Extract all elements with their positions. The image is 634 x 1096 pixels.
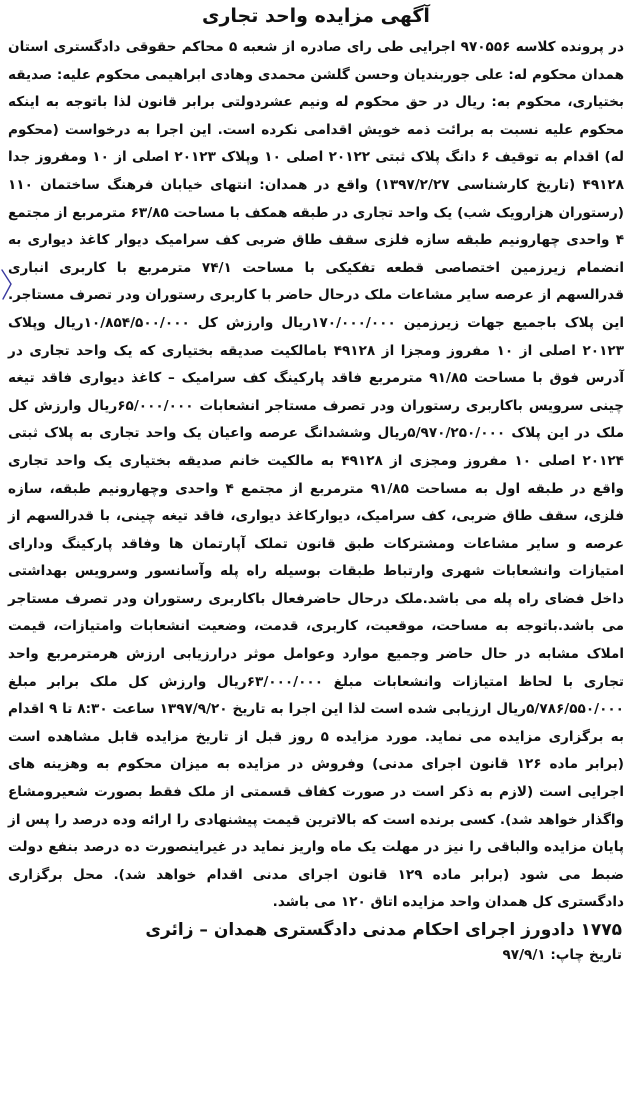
notice-title: آگهی مزایده واحد تجاری <box>202 5 430 27</box>
notice-signature: ۱۷۷۵ دادورز اجرای احکام مدنی دادگستری همدان – زائری <box>145 920 622 940</box>
notice-body: در پرونده کلاسه ۹۷۰۵۵۶ اجرایی طی رای صادره از شعبه ۵ محاکم حقوقی دادگستری استان همدان محکوم له: علی جوربندیان وحسن گلشن محمدی وهادی ابراهیمی محکوم علیه: صدیقه بختیاری، محکوم به: ریال در حق محکوم له ونیم عشردولتی برابر قانون لذا باتوجه به اینکه محکوم علیه نسبت به برائت ذمه خویش اقدامی نکرده است. این اجرا به درخواست (محکوم له) اقدام به توقیف ۶ دانگ پلاک ثبتی ۲۰۱۲۲ اصلی ۱۰ وپلاک ۲۰۱۲۳ اصلی از ۱۰ ومفروز جدا ۴۹۱۲۸ (تاریخ کارشناسی ۱۳۹۷/۲/۲۷) واقع در همدان: انتهای خیابان فرهنگ ساختمان ۱۱۰ (رستوران هزارویک شب) یک واحد تجاری در طبقه همکف با مساحت ۶۳/۸۵ مترمربع از مجتمع ۴ واحدی چهارونیم طبقه سازه فلزی سقف طاق ضربی کف سرامیک دیوار کاغذ دیواری به انضمام زیرزمین اختصاصی قطعه تفکیکی با مساحت ۷۴/۱ مترمربع با کاربری انباری قدرالسهم از عرصه سایر مشاعات ملک درحال حاضر با کاربری رستوران ودر تصرف مستاجر. این پلاک باجمیع جهات زیرزمین ۱۷۰/۰۰۰/۰۰۰ریال وارزش کل ۱۰/۸۵۴/۵۰۰/۰۰۰ریال وپلاک ۲۰۱۲۳ اصلی از ۱۰ مفروز ومجزا از ۴۹۱۲۸ بامالکیت صدیقه بختیاری که یک واحد تجاری در آدرس فوق با مساحت ۹۱/۸۵ مترمربع فاقد پارکینگ کف سرامیک – کاغذ دیواری فاقد تیغه چینی سرویس باکاربری رستوران ودر تصرف مستاجر انشعابات ۶۵/۰۰۰/۰۰۰ریال وارزش کل ملک در این پلاک ۵/۹۷۰/۲۵۰/۰۰۰ریال وششدانگ عرصه واعیان یک واحد تجاری به پلاک ثبتی ۲۰۱۲۴ اصلی ۱۰ مفروز ومجزی از ۴۹۱۲۸ به مالکیت خانم صدیقه بختیاری یک واحد تجاری واقع در طبقه اول به مساحت ۹۱/۸۵ مترمربع از مجتمع ۴ واحدی وچهارونیم طبقه، سازه فلزی، سقف طاق ضربی، کف سرامیک، دیوارکاغذ دیواری، فاقد تیغه چینی، با قدرالسهم از عرصه و سایر مشاعات ومشترکات طبق قانون تملک آپارتمان ها وفاقد پارکینگ ودارای امتیازات وانشعابات شهری وارتباط طبقات بوسیله راه پله وآسانسور وسرویس بهداشتی داخل فضای راه پله می باشد.ملک درحال حاضرفعال باکاربری رستوران ودر تصرف مستاجر می باشد.باتوجه به مساحت، موقعیت، کاربری، قدمت، وضعیت انشعابات وامتیازات، قیمت املاک مشابه در حال حاضر وجمیع موارد وعوامل موثر درارزیابی ارزش هرمترمربع واحد تجاری با لحاظ امتیازات وانشعابات مبلغ ۶۳/۰۰۰/۰۰۰ریال وارزش کل ملک برابر مبلغ ۵/۷۸۶/۵۵۰/۰۰۰ریال ارزیابی شده است لذا این اجرا به تاریخ ۱۳۹۷/۹/۲۰ ساعت ۸:۳۰ تا ۹ اقدام به برگزاری مزایده می نماید. مورد مزایده ۵ روز قبل از تاریخ مزایده قابل مشاهده است (برابر ماده ۱۲۶ قانون اجرای مدنی) وفروش در مزایده به میزان محکوم به وهزینه های اجرایی است (لازم به ذکر است در صورت کفاف قسمتی از ملک فقط بصورت شعیرومشاع واگذار خواهد شد). کسی برنده است که بالاترین قیمت پیشنهادی را ارائه وده درصد را پس از پایان مزایده والباقی را نیز در مهلت یک ماه واریز نماید در غیراینصورت ده درصد بنفع دولت ضبط می شود (برابر ماده ۱۲۹ قانون اجرای مدنی اقدام خواهد شد). محل برگزاری دادگستری کل همدان واحد مزایده اتاق ۱۲۰ می باشد. <box>8 39 625 911</box>
print-date: تاریخ چاپ: ۹۷/۹/۱ <box>502 947 622 963</box>
pen-mark-icon <box>0 268 14 302</box>
